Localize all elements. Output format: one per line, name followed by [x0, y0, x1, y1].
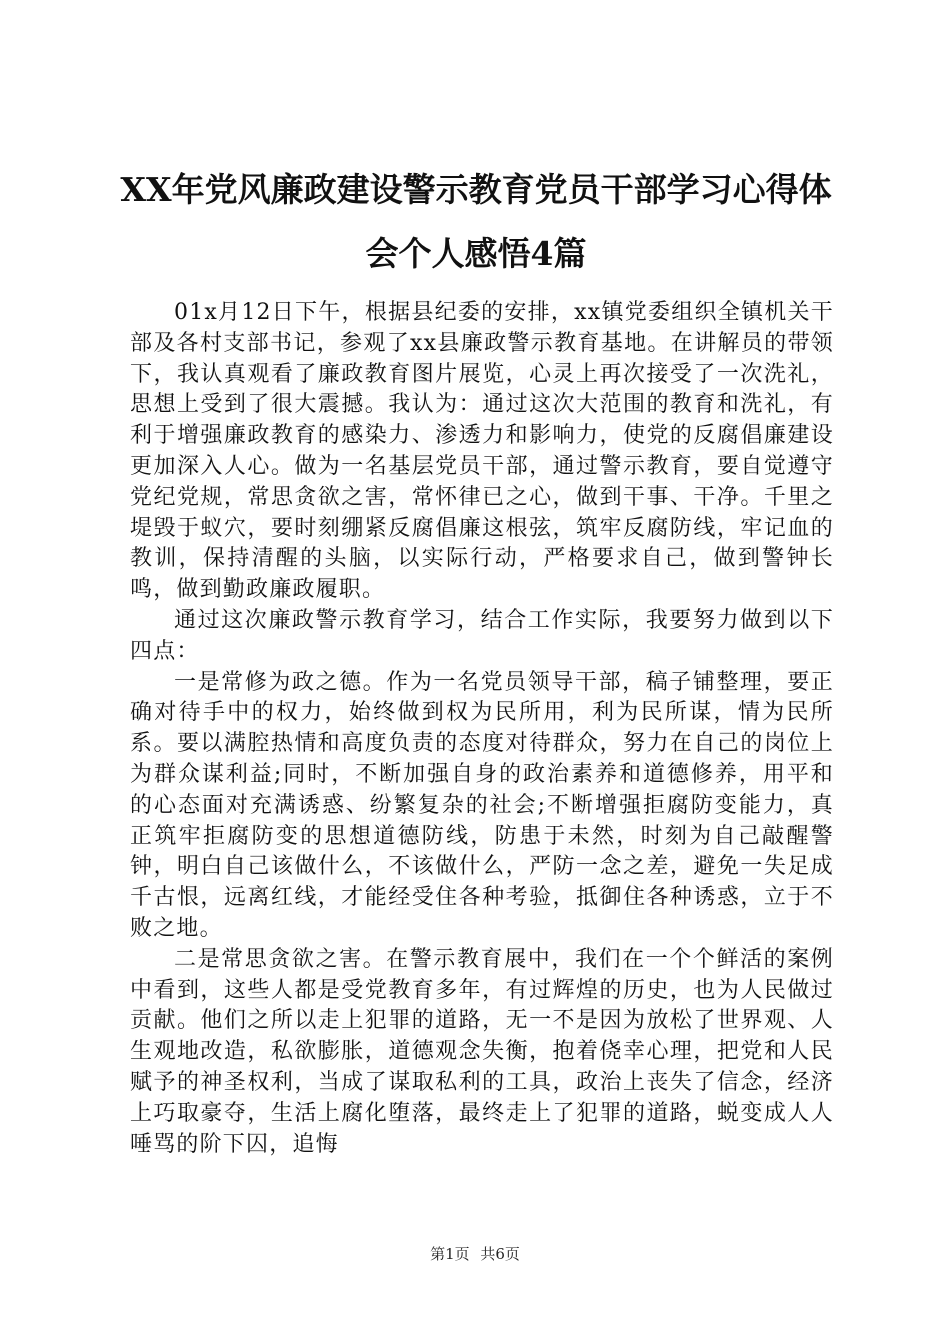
paragraph-intro: 01x月12日下午，根据县纪委的安排，xx镇党委组织全镇机关干部及各村支部书记，参观了xx县廉政警示教育基地。在讲解员的带领下，我认真观看了廉政教育图片展览，心灵上再次接受了一次洗礼，思想上受到了很大震撼。我认为：通过这次大范围的教育和洗礼，有利于增强廉政教育的感染力、渗透力和影响力，使党的反腐倡廉建设更加深入人心。做为一名基层党员干部，通过警示教育，要自觉遵守党纪党规，常思贪欲之害，常怀律已之心，做到干事、干净。千里之堤毁于蚁穴，要时刻绷紧反腐倡廉这根弦，筑牢反腐防线，牢记血的教训，保持清醒的头脑，以实际行动，严格要求自己，做到警钟长鸣，做到勤政廉政履职。 — [130, 300, 834, 603]
document-title: XX年党风廉政建设警示教育党员干部学习心得体会个人感悟4篇 — [120, 170, 832, 273]
paragraph-point-one: 一是常修为政之德。作为一名党员领导干部，稿子铺整理，要正确对待手中的权力，始终做到权为民所用，利为民所谋，情为民所系。要以满腔热情和高度负责的态度对待群众，努力在自己的岗位上为群众谋利益;同时，不断加强自身的政治素养和道德修养，用平和的心态面对充满诱惑、纷繁复杂的社会;不断增强拒腐防变能力，真正筑牢拒腐防变的思想道德防线，防患于未然，时刻为自己敲醒警钟，明白自己该做什么，不该做什么，严防一念之差，避免一失足成千古恨，远离红线，才能经受住各种考验，抵御住各种诱惑，立于不败之地。 — [130, 669, 834, 941]
page-footer — [0, 1244, 950, 1264]
paragraph-point-two: 二是常思贪欲之害。在警示教育展中，我们在一个个鲜活的案例中看到，这些人都是受党教育多年，有过辉煌的历史，也为人民做过贡献。他们之所以走上犯罪的道路，无一不是因为放松了世界观、人生观地改造，私欲膨胀，道德观念失衡，抱着侥幸心理，把党和人民赋予的神圣权利，当成了谋取私利的工具，政治上丧失了信念，经济上巧取豪夺，生活上腐化堕落，最终走上了犯罪的道路，蜕变成人人唾骂的阶下囚，追悔 — [130, 946, 834, 1157]
page-number: 第1页 — [430, 1245, 470, 1263]
document-body — [130, 298, 834, 1160]
paragraph-transition: 通过这次廉政警示教育学习，结合工作实际，我要努力做到以下四点： — [130, 607, 834, 664]
page-total: 共6页 — [480, 1245, 520, 1263]
